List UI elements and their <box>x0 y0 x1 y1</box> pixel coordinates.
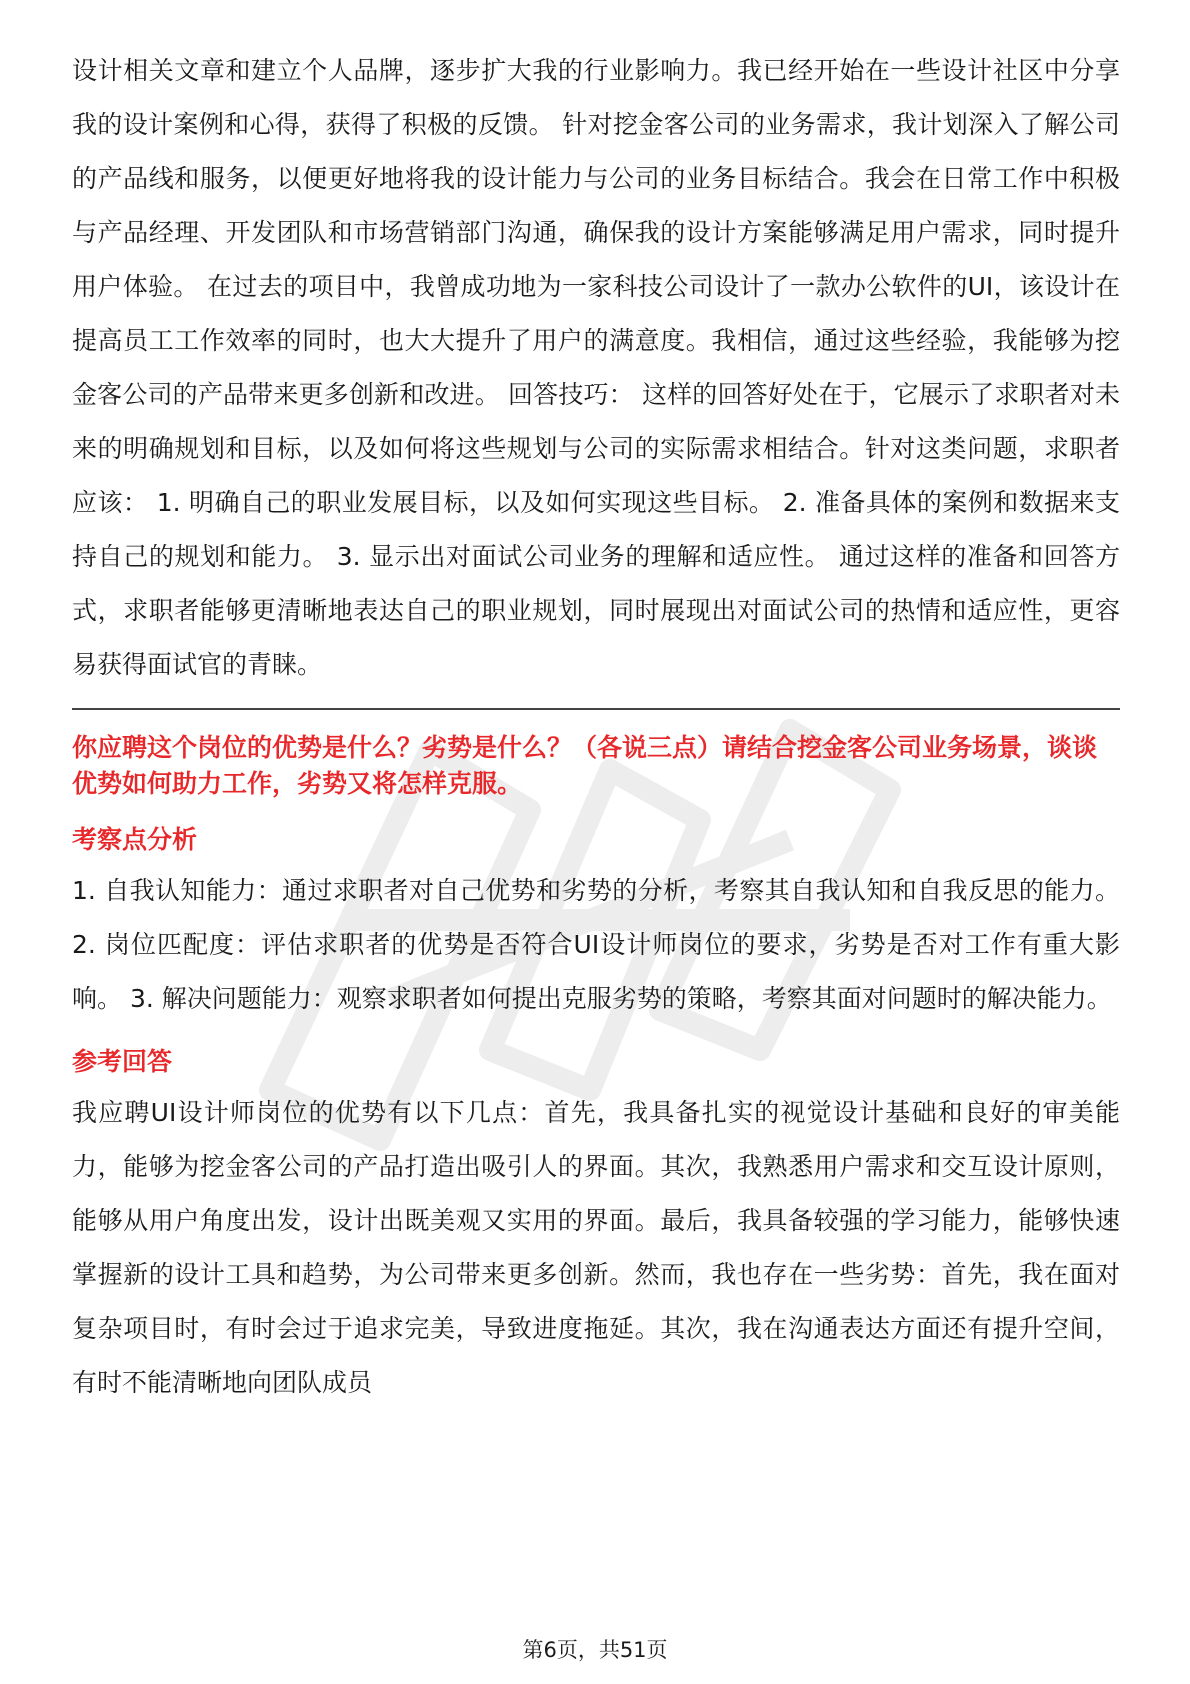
reference-body: 我应聘UI设计师岗位的优势有以下几点：首先，我具备扎实的视觉设计基础和良好的审美能力，能够为挖金客公司的产品打造出吸引人的界面。其次，我熟悉用户需求和交互设计原则，能够从用户角度出发，设计出既美观又实用的界面。最后，我具备较强的学习能力，能够快速掌握新的设计工具和趋势，为公司带来更多创新。然而，我也存在一些劣势：首先，我在面对复杂项目时，有时会过于追求完美，导致进度拖延。其次，我在沟通表达方面还有提升空间，有时不能清晰地向团队成员 <box>72 1098 1120 1397</box>
document-page <box>72 44 1120 1410</box>
page-number: 第6页，共51页 <box>522 1638 668 1662</box>
section-divider <box>72 708 1120 710</box>
question-heading: 你应聘这个岗位的优势是什么？劣势是什么？（各说三点）请结合挖金客公司业务场景，谈谈优势如何助力工作，劣势又将怎样克服。 <box>72 733 1098 798</box>
analysis-body: 1. 自我认知能力：通过求职者对自己优势和劣势的分析，考察其自我认知和自我反思的能力。 2. 岗位匹配度：评估求职者的优势是否符合UI设计师岗位的要求，劣势是否对工作有重大影响。 3. 解决问题能力：观察求职者如何提出克服劣势的策略，考察其面对问题时的解决能力。 <box>72 876 1120 1013</box>
intro-paragraph: 设计相关文章和建立个人品牌，逐步扩大我的行业影响力。我已经开始在一些设计社区中分享我的设计案例和心得，获得了积极的反馈。 针对挖金客公司的业务需求，我计划深入了解公司的产品线和服务，以便更好地将我的设计能力与公司的业务目标结合。我会在日常工作中积极与产品经理、开发团队和市场营销部门沟通，确保我的设计方案能够满足用户需求，同时提升用户体验。 在过去的项目中，我曾成功地为一家科技公司设计了一款办公软件的UI，该设计在提高员工工作效率的同时，也大大提升了用户的满意度。我相信，通过这些经验，我能够为挖金客公司的产品带来更多创新和改进。 回答技巧： 这样的回答好处在于，它展示了求职者对未来的明确规划和目标，以及如何将这些规划与公司的实际需求相结合。针对这类问题，求职者应该： 1. 明确自己的职业发展目标，以及如何实现这些目标。 2. 准备具体的案例和数据来支持自己的规划和能力。 3. 显示出对面试公司业务的理解和适应性。 通过这样的准备和回答方式，求职者能够更清晰地表达自己的职业规划，同时展现出对面试公司的热情和适应性，更容易获得面试官的青睐。 <box>72 56 1120 679</box>
analysis-title: 考察点分析 <box>72 825 198 854</box>
reference-title: 参考回答 <box>72 1047 173 1076</box>
